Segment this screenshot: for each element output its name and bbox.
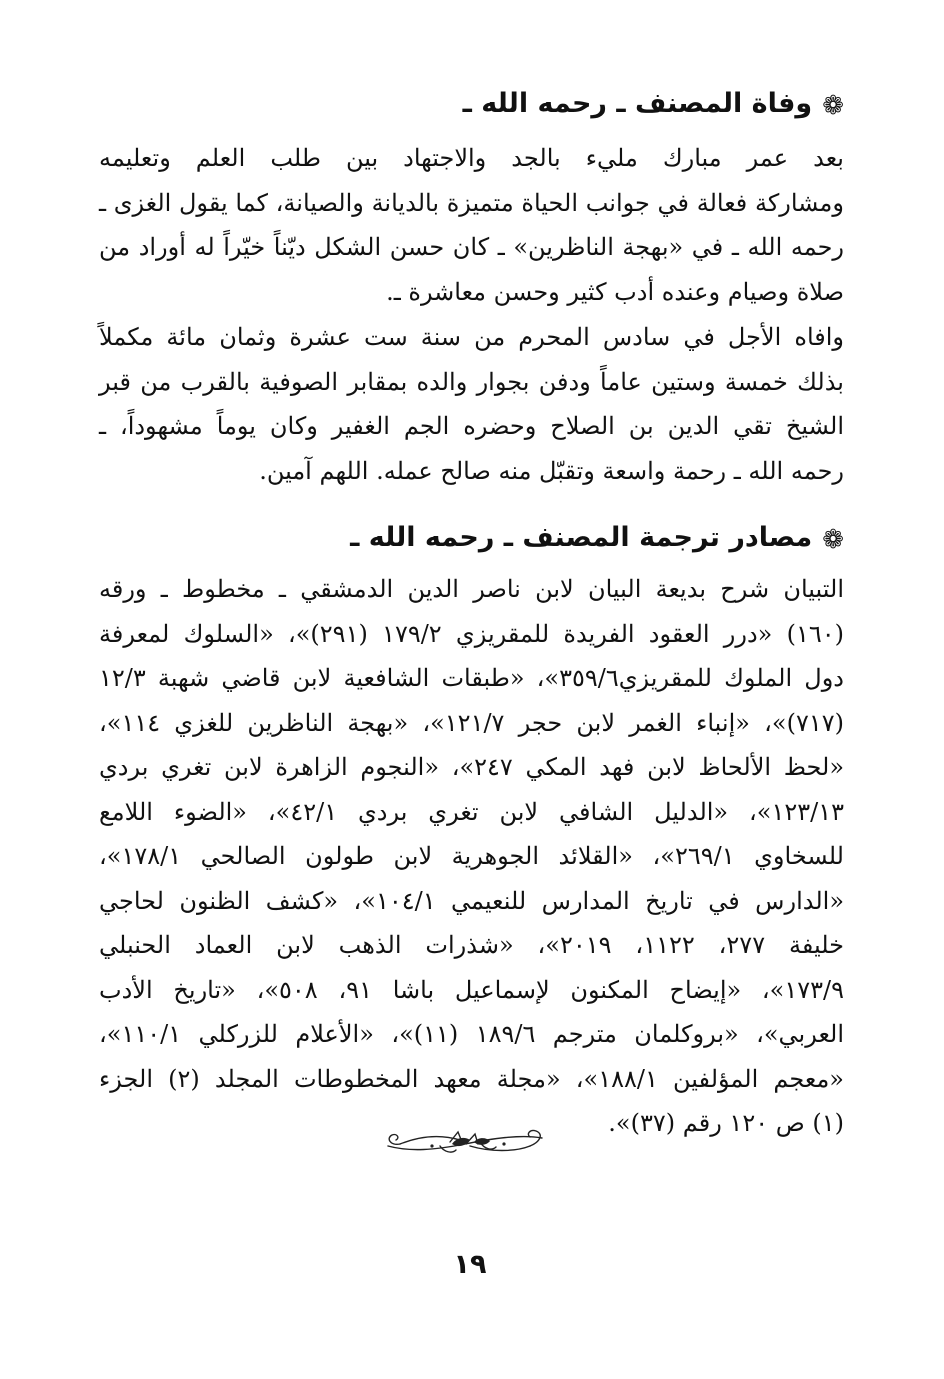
text-line: (١٦٠) «درر العقود الفريدة للمقريزي ١٧٩/٢ (٢٩١)»، «السلوك لمعرفة	[99, 619, 844, 648]
text-line: (١) ص ١٢٠ رقم (٣٧)».	[608, 1109, 844, 1137]
text-line: خليفة ٢٧٧، ١١٢٢، ٢٠١٩»، «شذرات الذهب لابن العماد الحنبلي	[99, 931, 845, 959]
floral-asterisk-icon: ❁	[822, 91, 844, 121]
section-heading-death	[100, 84, 844, 126]
heading-text: مصادر ترجمة المصنف ـ رحمه الله ـ	[350, 522, 813, 553]
text-line: ١٧٣/٩»، «إيضاح المكنون لإسماعيل باشا ٩١، ٥٠٨»، «تاريخ الأدب	[99, 975, 845, 1004]
text-line: رحمه الله ـ في «بهجة الناظرين» ـ كان حسن الشكل ديّناً خيّراً له أوراد من	[99, 233, 845, 261]
text-line: ١٢٣/١٣»، «الدليل الشافي لابن تغري بردي ٤٢/١»، «الضوء اللامع	[99, 797, 844, 826]
text-line: بعد عمر مبارك مليء بالجد والاجتهاد بين طلب العلم وتعليمه	[99, 144, 844, 172]
text-line: العربي»، «بروكلمان مترجم ١٨٩/٦ (١١)»، «الأعلام للزركلي ١١٠/١»،	[99, 1020, 845, 1048]
page-number: ١٩	[453, 1249, 487, 1280]
text-line: «لحظ الألحاظ لابن فهد المكي ٢٤٧»، «النجوم الزاهرة لابن تغري بردي	[99, 753, 844, 781]
text-line: وافاه الأجل في سادس المحرم من سنة ست عشرة وثمان مائة مكملاً	[99, 323, 844, 351]
text-line: صلاة وصيام وعنده أدب كثير وحسن معاشرة ـ.	[386, 277, 844, 306]
text-line: التبيان شرح بديعة البيان لابن ناصر الدين الدمشقي ـ مخطوط ـ ورقه	[99, 575, 845, 603]
text-line: للسخاوي ٢٦٩/١»، «القلائد الجوهرية لابن طولون الصالحي ١٧٨/١»،	[99, 842, 844, 870]
text-line: الشيخ تقي الدين بن الصلاح وحضره الجم الغفير وكان يوماً مشهوداً، ـ	[99, 412, 844, 440]
paragraph-death-1	[99, 136, 844, 314]
text-line: رحمه الله ـ رحمة واسعة وتقبّل منه صالح عمله. اللهم آمين.	[259, 456, 844, 485]
section-heading-sources	[100, 518, 844, 560]
floral-asterisk-icon: ❁	[822, 525, 844, 555]
text-line: ومشاركة فعالة في جوانب الحياة متميزة بالديانة والصيانة، كما يقول الغزى ـ	[99, 188, 844, 217]
paragraph-death-2	[99, 315, 844, 493]
floral-ornament-divider-icon	[380, 1122, 550, 1162]
text-line: «معجم المؤلفين ١٨٨/١»، «مجلة معهد المخطوطات المجلد (٢) الجزء	[99, 1064, 844, 1093]
heading-text: وفاة المصنف ـ رحمه الله ـ	[462, 88, 813, 119]
text-line: (٧١٧)»، «إنباء الغمر لابن حجر ١٢١/٧»، «بهجة الناظرين للغزي ١١٤»،	[99, 708, 844, 737]
text-line: بذلك خمسة وستين عاماً ودفن بجوار والده بمقابر الصوفية بالقرب من قبر	[99, 367, 844, 396]
text-line: «الدارس في تاريخ المدارس للنعيمي ١٠٤/١»، «كشف الظنون لحاجي	[99, 886, 844, 915]
text-line: دول الملوك للمقريزي٣٥٩/٦»، «طبقات الشافعية لابن قاضي شهبة ١٢/٣	[99, 664, 844, 692]
paragraph-sources	[99, 567, 844, 1146]
